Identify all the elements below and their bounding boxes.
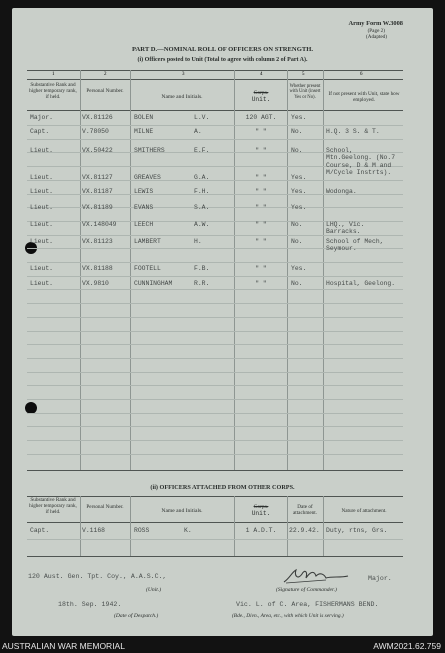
part-ii-header-top — [27, 496, 403, 497]
page-indicator: (Page 2) — [367, 28, 385, 34]
cell-present: Yes. — [291, 265, 307, 272]
adapted-label: (Adapted) — [365, 34, 387, 40]
ruled-line — [27, 440, 403, 441]
cell-rank: Capt. — [30, 128, 50, 135]
cell-employed: Wodonga. — [326, 188, 357, 195]
attached-col-divider-3 — [234, 496, 235, 556]
ruled-line — [27, 317, 403, 318]
cell-surname: EVANS — [134, 204, 154, 211]
cell-rank: Lieut. — [30, 238, 54, 245]
cell-corps: " " — [255, 147, 267, 154]
col-number-5: 5 — [302, 72, 305, 77]
attached-cell-date: 22.9.42. — [289, 527, 320, 534]
cell-corps: " " — [255, 188, 267, 195]
cell-surname: SMITHERS — [134, 147, 165, 154]
cell-initials: R.R. — [194, 280, 210, 287]
archive-caption-left: AUSTRALIAN WAR MEMORIAL — [2, 641, 125, 651]
attached-header-corps: Corps. — [253, 504, 269, 510]
cell-surname: FOOTELL — [134, 265, 161, 272]
cell-present: No. — [291, 238, 303, 245]
cell-surname: CUNNINGHAM — [134, 280, 173, 287]
cell-corps: " " — [255, 221, 267, 228]
signature-label: (Signature of Commander.) — [276, 587, 337, 593]
cell-present: No. — [291, 221, 303, 228]
cell-number: VX.81189 — [82, 204, 113, 211]
ruled-line — [27, 276, 403, 277]
attached-cell-rank: Capt. — [30, 527, 50, 534]
header-employed: If not present with Unit, state how employed. — [328, 91, 400, 103]
cell-initials: E.F. — [194, 147, 210, 154]
despatch-date-label: (Date of Despatch.) — [114, 613, 159, 619]
cell-number: VX.148049 — [82, 221, 117, 228]
cell-corps: " " — [255, 174, 267, 181]
cell-employed: School, Mtn.Geelong. (No.7 Course, D & M and M/Cycle Instrts). — [326, 147, 396, 177]
ruled-line — [27, 399, 403, 400]
header-unit: Unit. — [251, 96, 271, 103]
cell-present: Yes. — [291, 204, 307, 211]
cell-number: VX.81127 — [82, 174, 113, 181]
header-number: Personal Number. — [86, 88, 124, 94]
cell-rank: Lieut. — [30, 174, 54, 181]
cell-initials: S.A. — [194, 204, 210, 211]
army-form-number: Army Form W.3008 — [348, 20, 403, 27]
cell-surname: GREAVES — [134, 174, 161, 181]
ruled-line — [27, 139, 403, 140]
attached-header-number: Personal Number. — [86, 504, 124, 510]
cell-initials: F.H. — [194, 188, 210, 195]
ruled-line — [27, 331, 403, 332]
cell-corps: " " — [255, 280, 267, 287]
cell-rank: Lieut. — [30, 204, 54, 211]
col-divider-4 — [287, 70, 288, 470]
cell-surname: LAMBERT — [134, 238, 161, 245]
cell-corps: " " — [255, 265, 267, 272]
attached-header-nature: Nature of attachment. — [341, 508, 387, 514]
ruled-line — [27, 454, 403, 455]
col-divider-5 — [323, 70, 324, 470]
header-rank: Substantive Rank and higher temporary rank, if held. — [29, 82, 77, 100]
ruled-line — [27, 358, 403, 359]
attached-cell-corps: 1 A.D.T. — [245, 527, 277, 534]
header-border — [27, 110, 403, 111]
col-number-4: 4 — [260, 72, 263, 77]
cell-initials: A.W. — [194, 221, 210, 228]
unit-label: (Unit.) — [146, 587, 162, 593]
header-corps: Corps. — [253, 90, 269, 96]
cell-initials: G.A. — [194, 174, 210, 181]
cell-rank: Lieut. — [30, 221, 54, 228]
ruled-line — [27, 413, 403, 414]
attached-col-divider-4 — [287, 496, 288, 556]
attached-header-name: Name and Initials. — [161, 508, 203, 514]
col-number-6: 6 — [360, 72, 363, 77]
attached-cell-nature: Duty, rtns, Grs. — [326, 527, 388, 534]
col-number-1: 1 — [52, 72, 55, 77]
ruled-line — [27, 262, 403, 263]
cell-number: VX.81187 — [82, 188, 113, 195]
part-ii-header-bottom — [27, 522, 403, 523]
cell-initials: H. — [194, 238, 202, 245]
attached-cell-number: V.1168 — [82, 527, 106, 534]
col-divider-1 — [80, 70, 81, 470]
attached-title: (ii) OFFICERS ATTACHED FROM OTHER CORPS. — [150, 484, 295, 491]
part-ii-top-border — [27, 470, 403, 471]
cell-rank: Major. — [30, 114, 54, 121]
cell-employed: H.Q. 3 S. & T. — [326, 128, 380, 135]
cell-present: No. — [291, 128, 303, 135]
despatch-date-value: 18th. Sep. 1942. — [58, 601, 122, 608]
cell-number: VX.81126 — [82, 114, 113, 121]
cell-surname: BOLEN — [134, 114, 154, 121]
commander-signature — [282, 566, 362, 586]
cell-employed: LHQ., Vic. Barracks. — [326, 221, 365, 236]
cell-number: VX.9810 — [82, 280, 109, 287]
part-d-title: PART D.—NOMINAL ROLL OF OFFICERS ON STRENGTH. — [132, 46, 313, 53]
ruled-line — [27, 289, 403, 290]
cell-corps: " " — [255, 238, 267, 245]
cell-present: No. — [291, 147, 303, 154]
cell-initials: A. — [194, 128, 202, 135]
header-name: Name and Initials. — [161, 94, 203, 100]
ruled-line — [27, 385, 403, 386]
ruled-line — [27, 303, 403, 304]
ruled-line — [27, 344, 403, 345]
archive-caption-right: AWM2021.62.759 — [373, 641, 441, 651]
cell-present: Yes. — [291, 174, 307, 181]
table-top-border — [27, 70, 403, 71]
signature-rank: Major. — [368, 575, 392, 582]
area-value: Vic. L. of C. Area, FISHERMANS BEND. — [236, 601, 379, 608]
part-ii-bottom-border — [27, 556, 403, 557]
cell-present: No. — [291, 280, 303, 287]
cell-number: VX.81188 — [82, 265, 113, 272]
col-divider-2 — [130, 70, 131, 470]
attached-col-divider-5 — [323, 496, 324, 556]
cell-number: VX.81123 — [82, 238, 113, 245]
col-number-3: 3 — [182, 72, 185, 77]
part-d-subtitle: (i) Officers posted to Unit (Total to agree with column 2 of Part A). — [137, 57, 308, 63]
attached-cell-surname: ROSS — [134, 527, 150, 534]
attached-header-rank: Substantive Rank and higher temporary rank, if held. — [29, 497, 77, 515]
attached-ruled-line-1 — [27, 539, 403, 540]
cell-initials: L.V. — [194, 114, 210, 121]
ruled-line — [27, 125, 403, 126]
cell-present: Yes. — [291, 188, 307, 195]
attached-header-date: Date of attachment. — [292, 504, 318, 516]
attached-header-unit: Unit. — [251, 510, 271, 517]
cell-initials: F.B. — [194, 265, 210, 272]
cell-present: Yes. — [291, 114, 307, 121]
col-number-2: 2 — [104, 72, 107, 77]
cell-employed: School of Mech, Seymour. — [326, 238, 384, 253]
cell-corps: " " — [255, 204, 267, 211]
cell-corps: " " — [255, 128, 267, 135]
ruled-line — [27, 372, 403, 373]
cell-surname: LEWIS — [134, 188, 154, 195]
ruled-line — [27, 426, 403, 427]
cell-rank: Lieut. — [30, 147, 54, 154]
attached-col-divider-1 — [80, 496, 81, 556]
cell-corps: 120 AGT. — [245, 114, 277, 121]
area-label: (Bde., Divn., Area, etc., with which Unit is serving.) — [232, 613, 344, 619]
col-divider-3 — [234, 70, 235, 470]
cell-surname: MILNE — [134, 128, 154, 135]
cell-surname: LEECH — [134, 221, 154, 228]
cell-rank: Lieut. — [30, 280, 54, 287]
attached-col-divider-2 — [130, 496, 131, 556]
column-number-border — [27, 79, 403, 80]
header-present: Whether present with Unit (insert Yes or No). — [289, 84, 321, 100]
cell-number: V.78050 — [82, 128, 109, 135]
cell-employed: Hospital, Geelong. — [326, 280, 396, 287]
cell-number: VX.50422 — [82, 147, 113, 154]
cell-rank: Lieut. — [30, 188, 54, 195]
unit-value: 120 Aust. Gen. Tpt. Coy., A.A.S.C., — [28, 573, 167, 580]
attached-cell-initials: K. — [184, 527, 192, 534]
cell-rank: Lieut. — [30, 265, 54, 272]
